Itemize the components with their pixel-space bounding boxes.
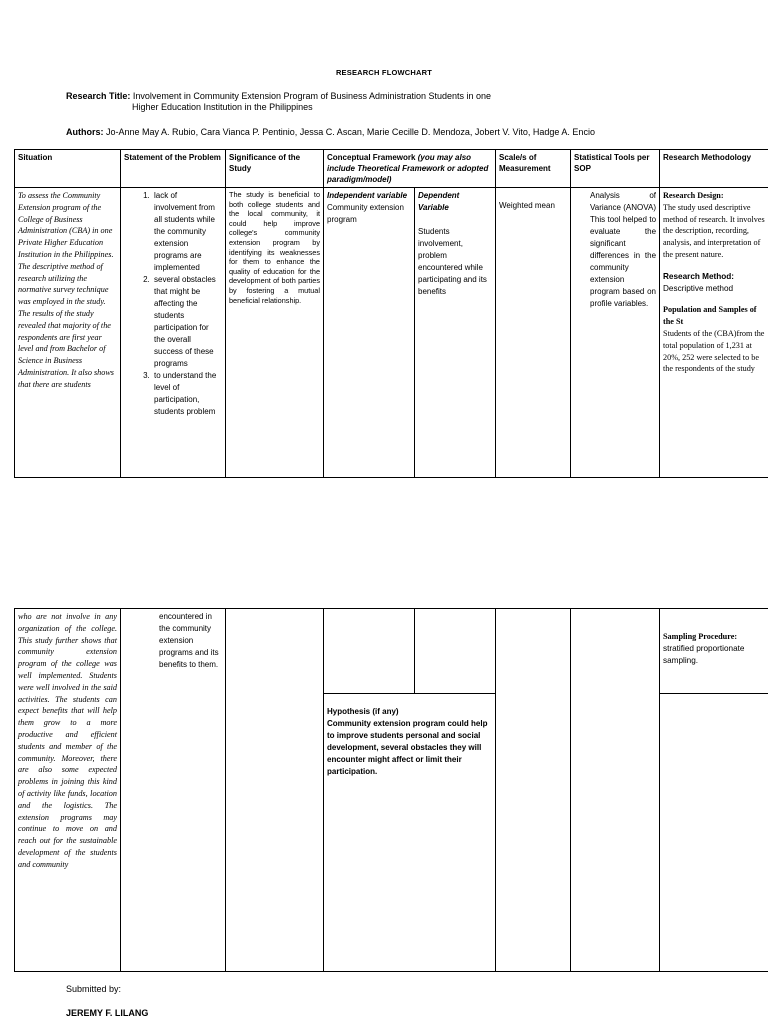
sop-list [124,190,222,418]
header-situation: Situation [15,150,121,188]
scale-cell [496,188,571,478]
header-methodology: Research Methodology [660,150,768,188]
significance-cell: The study is beneficial to both college students and the local community, it could help improve college's community extension program by identifying its weaknesses for them to enhance the quality of education for the development of both parties by fostering a mutual beneficial relationship. [226,188,324,478]
tools-cell [571,188,660,478]
submitted-by-name: JEREMY F. LILANG [66,1008,149,1018]
document-title: RESEARCH FLOWCHART [335,68,433,77]
sampling-text: stratified proportionate sampling. [663,643,745,665]
situation-cell: To assess the Community Extension program of the College of Business Administration (CBA) in one Private Higher Education Institution in the Philippines. The descriptive method of research utilizing the normative survey technique was employed in the study. The results of the study revealed that majority of the respondents are first year level and from Bachelor of Science in Business Administration. It also shows that there are students [15,188,121,478]
research-title-label: Research Title: [66,91,131,101]
dependent-label: Dependent Variable [418,191,460,212]
sop-cell [121,188,226,478]
authors-names: Jo-Anne May A. Rubio, Cara Vianca P. Pentinio, Jessa C. Ascan, Marie Cecille D. Mendoza, Jobert V. Vito, Hadge A. Encio [106,127,595,137]
header-framework [324,150,496,188]
methodology-cell [660,188,768,478]
design-label: Research Design: [663,191,724,200]
sop-item-3: 3. to understand the level of participation, students problem [152,370,222,418]
situation-continued-cell: who are not involve in any organization of the college. This study further shows that community extension program of the college was well implemented. Students were well involved in the said activities. The students can expect benefits that will help them grow to a more productive and efficient students and member of the community. Moreover, there are also some expected problems in joining this kind of activity like funds, location and the logistics. The extension programs may continue to move on and reach out for the sustainable development of the students and community [15,609,121,972]
dependent-variable-cell [415,188,496,478]
sop-item-2: 2. several obstacles that might be affecting the students participation for the overall success of these programs [152,274,222,370]
submitted-by-label: Submitted by: [66,984,122,994]
hypothesis-text: Community extension program could help to improve students personal and social development, several obstacles they will encounter might affect or limit their participation. [327,719,488,776]
independent-value: Community extension program [327,203,404,224]
header-scale: Scale/s of Measurement [496,150,571,188]
header-tools: Statistical Tools per SOP [571,150,660,188]
header-framework-bold: Conceptual Framework [327,153,416,162]
population-label: Population and Samples of the St [663,305,757,327]
method-text: Descriptive method [663,283,734,293]
hypothesis-cell [324,694,496,972]
sop-item-1: 1. lack of involvement from all students while the community extension programs are implemented [152,190,222,274]
flowchart-table-top [14,149,768,478]
sampling-label: Sampling Procedure: [663,632,738,641]
tools-value: Analysis of Variance (ANOVA) This tool helped to evaluate the significant differences in the community extension program based on profile variables. [590,191,657,308]
independent-label: Independent variable [327,191,408,200]
research-title-line2: Higher Education Institution in the Philippines [132,102,313,112]
research-title-block [66,91,491,113]
design-text: The study used descriptive method of research. It involves the description, recording, analysis, and interpretation of the present nature. [663,202,765,259]
authors-label: Authors: [66,127,104,137]
significance-continued-cell [226,609,324,972]
flowchart-table-bottom [14,608,768,972]
methodology-continued-cell [660,694,768,972]
header-framework-italic: (you may also include Theoretical Framework or adopted paradigm/model) [327,153,489,184]
independent-continued-cell [324,609,415,694]
dependent-value: Students involvement, problem encountered while participating and its benefits [418,227,487,296]
authors-line [66,127,595,137]
dependent-continued-cell [415,609,496,694]
method-label: Research Method: [663,271,734,281]
independent-variable-cell [324,188,415,478]
tools-continued-cell [571,609,660,972]
sop-continued-cell: encountered in the community extension programs and its benefits to them. [121,609,226,972]
hypothesis-label: Hypothesis (if any) [327,707,399,716]
sampling-cell [660,609,768,694]
scale-value: Weighted mean [499,201,555,210]
header-significance: Significance of the Study [226,150,324,188]
research-title-line1: Involvement in Community Extension Program of Business Administration Students in one [132,91,492,101]
header-sop: Statement of the Problem [121,150,226,188]
population-text: Students of the (CBA)from the total population of 1,231 at 20%, 252 were selected to be the respondents of the study [663,328,765,374]
scale-continued-cell [496,609,571,972]
